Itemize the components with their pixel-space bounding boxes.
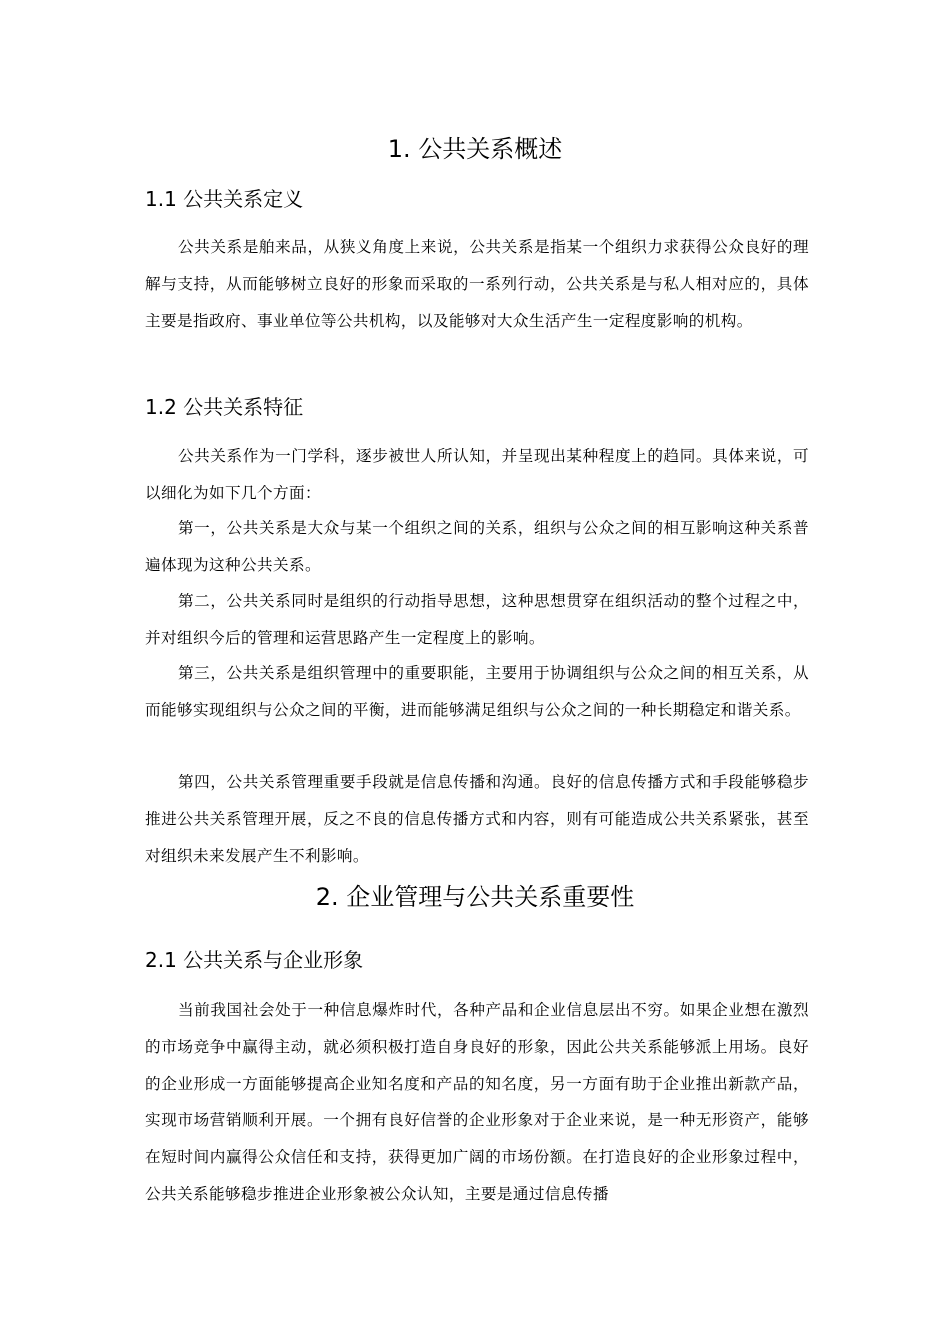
paragraph-2-1-1: 当前我国社会处于一种信息爆炸时代，各种产品和企业信息层出不穷。如果企业想在激烈的市场竞争中赢得主动，就必须积极打造自身良好的形象，因此公共关系能够派上用场。良好的企业形成一方面能够提高企业知名度和产品的知名度，另一方面有助于企业推出新款产品，实现市场营销顺利开展。一个拥有良好信誉的企业形象对于企业来说，是一种无形资产，能够在短时间内赢得公众信任和支持，获得更加广阔的市场份额。在打造良好的企业形象过程中，公共关系能够稳步推进企业形象被公众认知，主要是通过信息传播 xyxy=(145,1001,809,1203)
section-1-1-heading: 1.1 公共关系定义 xyxy=(145,187,304,211)
section-2-1-heading: 2.1 公共关系与企业形象 xyxy=(145,948,364,972)
paragraph-1-2-1: 公共关系作为一门学科，逐步被世人所认知，并呈现出某种程度上的趋同。具体来说，可以细化为如下几个方面： xyxy=(145,447,809,502)
paragraph-1-2-5: 第四，公共关系管理重要手段就是信息传播和沟通。良好的信息传播方式和手段能够稳步推进公共关系管理开展，反之不良的信息传播方式和内容，则有可能造成公共关系紧张，甚至对组织未来发展产生不利影响。 xyxy=(145,773,809,865)
paragraph-1-2-2: 第一，公共关系是大众与某一个组织之间的关系，组织与公众之间的相互影响这种关系普遍体现为这种公共关系。 xyxy=(145,519,809,574)
section-1-2-heading: 1.2 公共关系特征 xyxy=(145,395,304,419)
paragraph-1-2-4: 第三，公共关系是组织管理中的重要职能，主要用于协调组织与公众之间的相互关系，从而能够实现组织与公众之间的平衡，进而能够满足组织与公众之间的一种长期稳定和谐关系。 xyxy=(145,664,809,719)
section-1-heading: 1. 公共关系概述 xyxy=(387,135,563,163)
section-2-heading: 2. 企业管理与公共关系重要性 xyxy=(315,883,635,911)
paragraph-1-1-1: 公共关系是舶来品，从狭义角度上来说，公共关系是指某一个组织力求获得公众良好的理解与支持，从而能够树立良好的形象而采取的一系列行动，公共关系是与私人相对应的，具体主要是指政府、事业单位等公共机构，以及能够对大众生活产生一定程度影响的机构。 xyxy=(145,238,809,330)
paragraph-1-2-3: 第二，公共关系同时是组织的行动指导思想，这种思想贯穿在组织活动的整个过程之中，并对组织今后的管理和运营思路产生一定程度上的影响。 xyxy=(145,592,809,647)
